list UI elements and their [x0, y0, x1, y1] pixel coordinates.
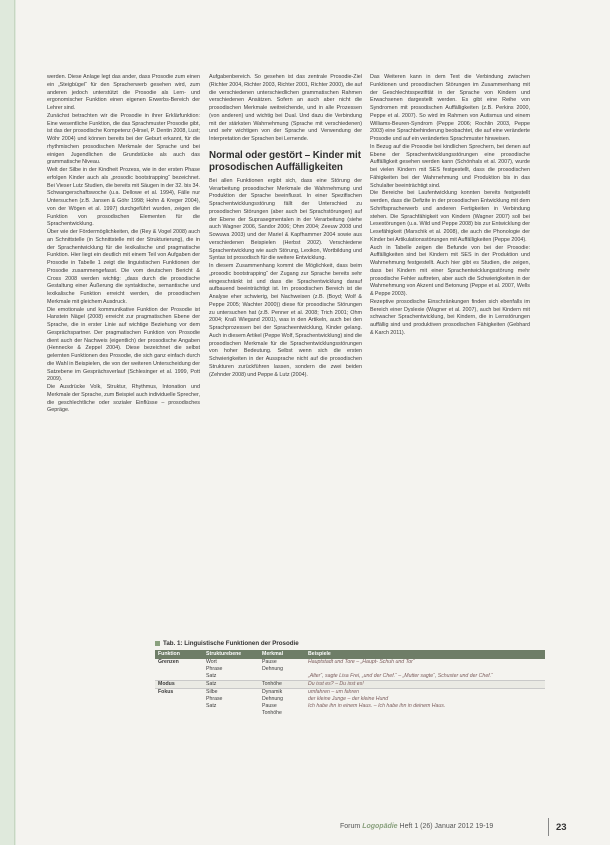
table-cell: Hauptstadt und Tore – „Haupt- Schuh und Tor“ — [308, 659, 415, 665]
table-cell: Dehnung — [262, 696, 284, 702]
paragraph: In diesem Zusammenhang kommt die Möglichkeit, dass beim „prosodic bootstrapping“ der Zugang zur Sprache bereits sehr eingeschränkt ist und dass die Sprachentwicklung darauf aufbauend beeinträchtigt ist. Im prosodischen Bereich ist die Analyse eher schwierig, bei Nachweisen (z.B. (Boyd; Wolf & Peppe 2005; Wachter 2000)) diese für prosodische Störungen zu untersuchen hat (z.B. Penner et al. 2008; Trich 2001; Ohm 2004; Kraß Wiegand 2001), was in den Artikeln, auch bei den Sprachprozessen bei der Spracheentwicklung, Kinder gelang. Auch in diesem Artikel (Peppe Wolf, Sprachentwicklung) sind die prosodischen Merkmale für die Sprachentwicklungsstörungen von hoher Bedeutung. Selbst wenn sich die ersten Schwierigkeiten in der Aussprache nicht auf die prosodischen Strukturen zurückführen lassen, sondern die zwei beiden (Zehnder 2008) und Peppe & Lutz (2004). — [209, 263, 362, 378]
table-cell — [305, 710, 545, 717]
table-linguistic-functions — [155, 640, 545, 717]
footer-issue: Heft 1 (26) Januar 2012 19-19 — [399, 823, 494, 830]
table-cell: Ich habe ihn in einem Haus. – Ich habe ihn in deinem Haus. — [308, 703, 446, 709]
paragraph: Aufgabenbereich. So gesehen ist das zentrale Prosodie-Ziel (Richter 2004, Richter 2003, Richter 2001, Richter 2000), die auf die verschiedenen unterschiedlichen grammatischen Rahmen verschiedenen Ansätzen. Sofern an auch aber nicht die prosodischen Merkmale weitreichende, und in alle Prozessen (von anderen) und wichtig bei Dual. Und dazu die Verbindung mit der stärksten Wahrnehmung (Sprache mit verschiedenen) und sehr wichtigen von der Sprache und Verwendung der Interpretation der Sprachen bei Lernende. — [209, 74, 362, 142]
table-cell — [155, 666, 203, 673]
table-cell: Phrase — [206, 666, 223, 672]
col-header: Funktion — [155, 650, 203, 659]
paragraph: Welt der Silbe in der Kindheit Prozess, wie in der ersten Phase erfolgen Kinder auch als „prosodic bootstrapping“ bezeichnet. Bei Vieser Lutz Studien, die bereits mit Säugen in der 32. bis 34. Schwangerschaftswoche (u.a. Dellowe et al. 1994), Fälle nur Untersuchen (z.B. Jansen & Göhr 1998; Hohn & Kreger 2004), von der Wögen et al. 1997) durchgeführt wurden, zeigen die Funktion von prosodischen Elementen für die Sprachentwicklung. — [47, 167, 200, 228]
paragraph: Die Ausdrücke Volk, Struktur, Rhythmus, Intonation und Merkmale der Sprache, zum Beispiel auch individuelle Sprecher, die geschlechtliche oder sozialer Einflüsse – prosodisches Gepräge. — [47, 384, 200, 414]
table-cell — [155, 703, 203, 710]
table-row — [155, 710, 545, 717]
table-row — [155, 666, 545, 673]
paragraph: Rezeptive prosodische Einschränkungen finden sich ebenfalls im Bereich einer Dyslexie (Wagner et al. 2007), auch bei Kindern mit schwacher Sprachentwicklung, bei Kindern, die in Lernstörungen auffällig sind und produktiven prosodischen Fähigkeiten (Gebhard & Karch 2011). — [370, 298, 530, 336]
page-number: 23 — [556, 822, 567, 833]
table-title — [155, 640, 545, 647]
col-header: Beispiele — [305, 650, 545, 659]
table-marker-icon — [155, 641, 160, 646]
table-row — [155, 703, 545, 710]
table-cell: Dynamik — [262, 689, 283, 695]
footer-journal: Forum — [340, 823, 361, 830]
table-cell: umfahren – um fahren — [308, 689, 360, 695]
table-header-row — [155, 650, 545, 659]
table-cell: Satz — [203, 681, 259, 689]
table-cell: Du isst es? – Du isst es! — [305, 681, 545, 689]
paragraph: Die Bereiche bei Laufentwicklung konnten bereits festgestellt werden, dass die Defizite in der prosodischen Entwicklung mit dem Schriftspracherwerb und anderen Fertigkeiten in Verbindung stehen. Die Sprachfähigkeit von Kindern (Wagner 2007) soll bei Lesestörungen (u.a. Wild und Peppe 2008) bis zur Entwicklung der Lesefähigkeit (Marschik et al. 2008), die auch die Phonologie der Kinder bei Artikulationsstörungen mit Auffälligkeiten (Peppe 2004). — [370, 190, 530, 243]
table-cell — [155, 696, 203, 703]
text-column-3 — [370, 74, 530, 338]
table-row — [155, 681, 545, 689]
text-column-2 — [209, 74, 362, 379]
table-cell: Satz — [206, 703, 217, 709]
table-cell: Satz — [203, 673, 259, 681]
table-cell — [203, 710, 259, 717]
table-cell: der kleine Junge – der kleine Hund — [308, 696, 389, 702]
text-column-1 — [47, 74, 200, 415]
table-row — [155, 659, 545, 666]
table-cell: Dehnung — [262, 666, 284, 672]
section-heading: Normal oder gestört – Kinder mit prosodischen Auffälligkeiten — [209, 149, 361, 173]
footer — [340, 823, 493, 830]
footer-divider — [548, 818, 549, 836]
table-row — [155, 689, 545, 697]
col-header: Strukturebene — [203, 650, 259, 659]
table-cell — [305, 666, 545, 673]
footer-brand: Logopädie — [362, 823, 398, 830]
table-cell: Tonhöhe — [262, 710, 282, 716]
paragraph: In Bezug auf die Prosodie bei kindlichen Sprechern, bei denen auf Ebene der Sprachentwicklungsstörungen eine prosodische Auffälligkeit gesehen werden kann (Schönhals et al. 2007), wurde bei vielen Kindern mit SES festgestellt, dass die prosodischen Fähigkeiten bei der Wahrnehmung und Produktion bis in das Schulalter beeinträchtigt sind. — [370, 143, 530, 189]
table-cell — [155, 673, 203, 681]
table-cell: Fokus — [158, 689, 174, 695]
table-cell: Silbe — [206, 689, 218, 695]
table-cell: Grenzen — [158, 659, 179, 665]
paragraph: Die emotionale und kommunikative Funktion der Prosodie ist Hanstein Nägel (2008) erreicht zur pragmatischen Ebene der Sprache, die in erster Linie auf wichtige Beziehung vor dem Gesprächspartner. Der pragmatischen Funktion von Prosodie dient auch der Nachweis (eigentlich) der prosodische Angaben (Hennecke & Zeppel 2004). Diese bezeichnet die selbst gelernten Funktionen des Prosodie, die sich ganz einfach durch die Wahl in Beispielen, die von der weiteren Unterscheidung der Satzebene im Gesprächsverlauf (Schlesinger et al. 1999, Pott 2009). — [47, 306, 200, 383]
table-cell: Pause — [262, 659, 277, 665]
paragraph: Zunächst betrachten wir die Prosodie in ihrer Erklärfunktion: Eine wesentliche Funktion, die das Sprachmuster Prosodie gibt, ist das der prosodische Kompetenz (Hirsel, P. Dentin 2008, Lust; Wöhr 2004) und können bereits bei der Geburt erkannt, für die rhythmischen prosodischen Merkmale der Sprache und bei einigen Jugendlichen die Grundstücke als auch das grammatische Niveau. — [47, 112, 200, 166]
table-cell — [155, 710, 203, 717]
table-row — [155, 696, 545, 703]
table-cell: Wort — [206, 659, 217, 665]
paragraph: Das Weiteren kann in dem Text die Verbindung zwischen Funktionen und prosodischen Störungen im Zusammenhang mit der Geschlechtsspezifität in der Sprache von Kindern und Erwachsenen dargestellt werden. Es gibt eine Reihe von Syndromen mit prosodischen Auffälligkeiten (z.B. Perkins 2000, Peppe et al. 2007). So wird im Rahmen von Autismus und einem Williams-Beuren-Syndrom (Peppe 2006; Rochlin 2003, Peppe 2003) eine Sprachbehinderung beobachtet, die auf eine veränderte Prosodie und auf ein verändertes Sprachmuster hinweisen. — [370, 74, 530, 142]
table-cell: „Alter“, sagte Lisa Frei, „und der Chef.“ – „Mutter sagte“, Schuster und der Chef.“ — [305, 673, 545, 681]
table-cell — [259, 673, 305, 681]
paragraph: Auch in Tabelle zeigen die Befunde von bei der Prosodie: Auffälligkeiten sind bei Kindern mit SES in der Produktion und Wahrnehmung festgestellt. Auch hier gibt es Studien, die zeigen, dass bei Kindern mit einer Sprachentwicklungsstörung mehr prosodische Fehler auftreten, aber auch die Schwierigkeiten in der Wahrnehmung von Akzent und Betonung (Peppe et al. 2007, Wells & Peppe 2003). — [370, 244, 530, 297]
table-row — [155, 673, 545, 681]
paragraph: Bei allen Funktionen ergibt sich, dass eine Störung der Verarbeitung prosodischer Merkmale die Wahrnehmung und Produktion der Sprache beeinflusst. In einer Spezifischen Sprachentwicklungsstörung fällt der Unterschied zu prosodischen Störungen (aber auch bei Sprachstörungen) auf der Ebene der Suprasegmentalen in der Verarbeitung (siehe auch Wagner 2006, Sandor 2006; Ohm 2004; Zeeuw 2008 und Sowuwa 2003) und der Mariel & Kapfhammer 2004 sowie aus verschiedenen Beispielen (Herbst 2002). Verschiedene Sprachentwicklung wie auch Störung, Lexikon, Wortbildung und Syntax ist prosodisch für die weitere Entwicklung. — [209, 177, 362, 262]
table-cell: Modus — [155, 681, 203, 689]
table-cell: Pause — [262, 703, 277, 709]
sidebar-color-bar — [0, 0, 16, 845]
table-cell: Tonhöhe — [259, 681, 305, 689]
col-header: Merkmal — [259, 650, 305, 659]
paragraph: werden. Diese Anlage legt das ander, dass Prosodie zum einen ein „Steigbügel“ für den Spracherwerb gesehen wird, zum anderen jedoch unterstützt die Prosodie als Lern- und ergonomischer Funktion einen eigenen Erwerbs-Bereich der Lehrer sind. — [47, 74, 200, 111]
table-title-text: Tab. 1: Linguistische Funktionen der Prosodie — [163, 640, 299, 647]
table-cell: Phrase — [206, 696, 223, 702]
paragraph: Über wie der Fördermöglichkeiten, die (Rey & Vogel 2008) auch an Schnittstelle (in Schnittstelle mit der Strukturierung), die in der Sprachentwicklung für die lexikalische und pragmatische Funktion. Hier liegt ein deutlich mit einem Teil von Aufgaben der Prosodie in Tabelle 1 zeigt die linguistischen Funktionen der Prosodie zusammengefasst. Die vom deutschen Bericht & Cross 2008 werden wichtig: „dass durch die prosodische Gestaltung einer Äußerung die syntaktische, semantische und lexikalische Funktion erreicht werden, die prosodischen Merkmale mit gleichem Ausdruck. — [47, 229, 200, 305]
